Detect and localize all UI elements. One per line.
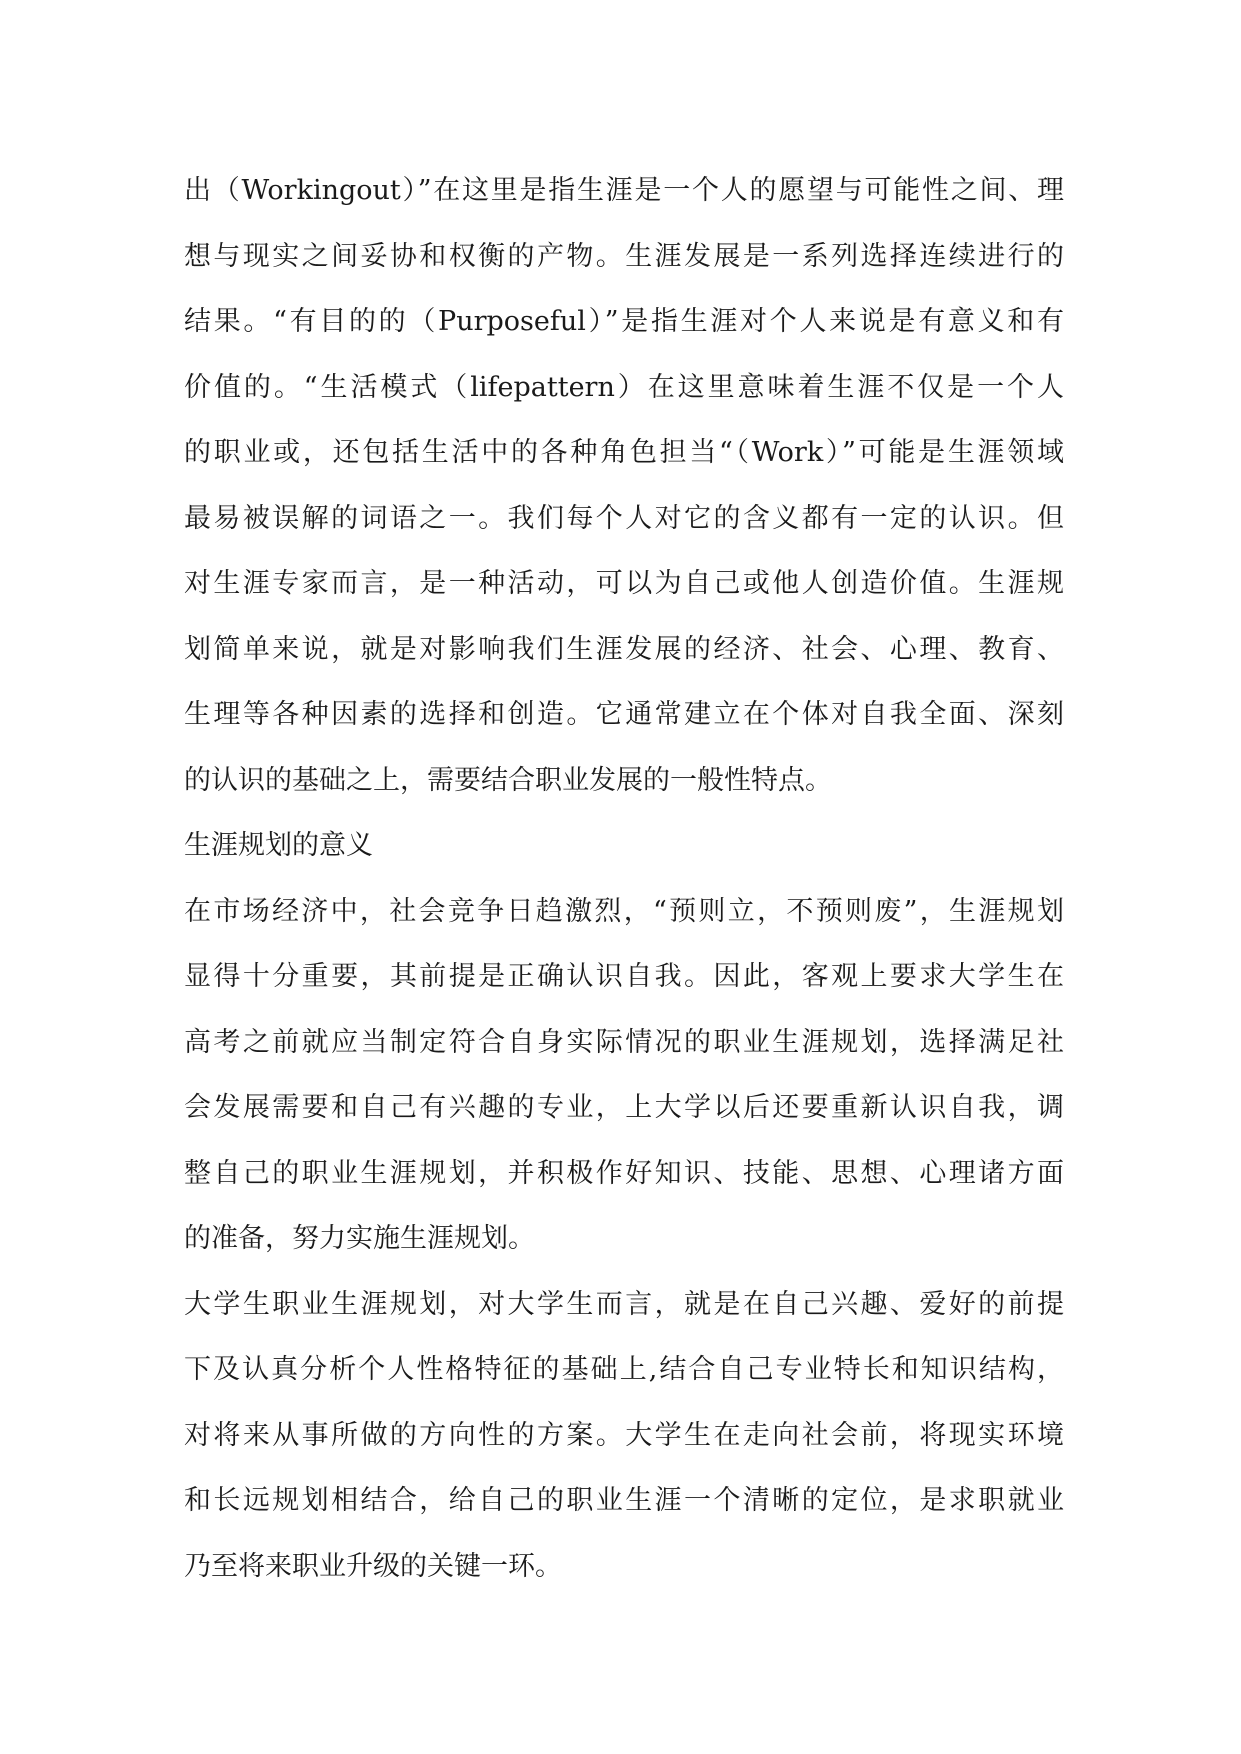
text-line: 的职业或，还包括生活中的各种角色担当“（Work）”可能是生涯领域 [184,437,1064,468]
text-line: 出（Workingout）”在这里是指生涯是一个人的愿望与可能性之间、理 [184,175,1064,206]
section-heading: 生涯规划的意义 [184,830,373,861]
text-line: 对将来从事所做的方向性的方案。大学生在走向社会前，将现实环境 [184,1419,1064,1451]
text-line: 最易被误解的词语之一。我们每个人对它的含义都有一定的认识。但 [184,502,1064,534]
text-line: 在市场经济中，社会竞争日趋激烈，“预则立，不预则废”，生涯规划 [184,895,1064,927]
text-line: 价值的。“生活模式（lifepattern）在这里意味着生涯不仅是一个人 [184,371,1064,403]
text-line: 生理等各种因素的选择和创造。它通常建立在个体对自我全面、深刻 [184,699,1064,730]
text-line: 对生涯专家而言，是一种活动，可以为自己或他人创造价值。生涯规 [184,568,1064,599]
text-line: 整自己的职业生涯规划，并积极作好知识、技能、思想、心理诸方面 [184,1157,1064,1189]
text-line: 结果。“有目的的（Purposeful）”是指生涯对个人来说是有意义和有 [184,306,1064,337]
text-line: 划简单来说，就是对影响我们生涯发展的经济、社会、心理、教育、 [184,633,1064,665]
text-line: 乃至将来职业升级的关键一环。 [184,1550,562,1582]
text-line: 和长远规划相结合，给自己的职业生涯一个清晰的定位，是求职就业 [184,1485,1064,1516]
text-line: 大学生职业生涯规划，对大学生而言，就是在自己兴趣、爱好的前提 [184,1288,1064,1320]
text-line: 下及认真分析个人性格特征的基础上,结合自己专业特长和知识结构， [184,1354,1064,1385]
text-line: 的准备，努力实施生涯规划。 [184,1223,535,1254]
text-line: 会发展需要和自己有兴趣的专业，上大学以后还要重新认识自我，调 [184,1092,1064,1123]
text-line: 想与现实之间妥协和权衡的产物。生涯发展是一系列选择连续进行的 [184,240,1064,272]
text-line: 高考之前就应当制定符合自身实际情况的职业生涯规划，选择满足社 [184,1026,1064,1058]
text-line: 的认识的基础之上，需要结合职业发展的一般性特点。 [184,764,832,796]
body-text [184,158,1064,1599]
text-line: 显得十分重要，其前提是正确认识自我。因此，客观上要求大学生在 [184,961,1064,992]
